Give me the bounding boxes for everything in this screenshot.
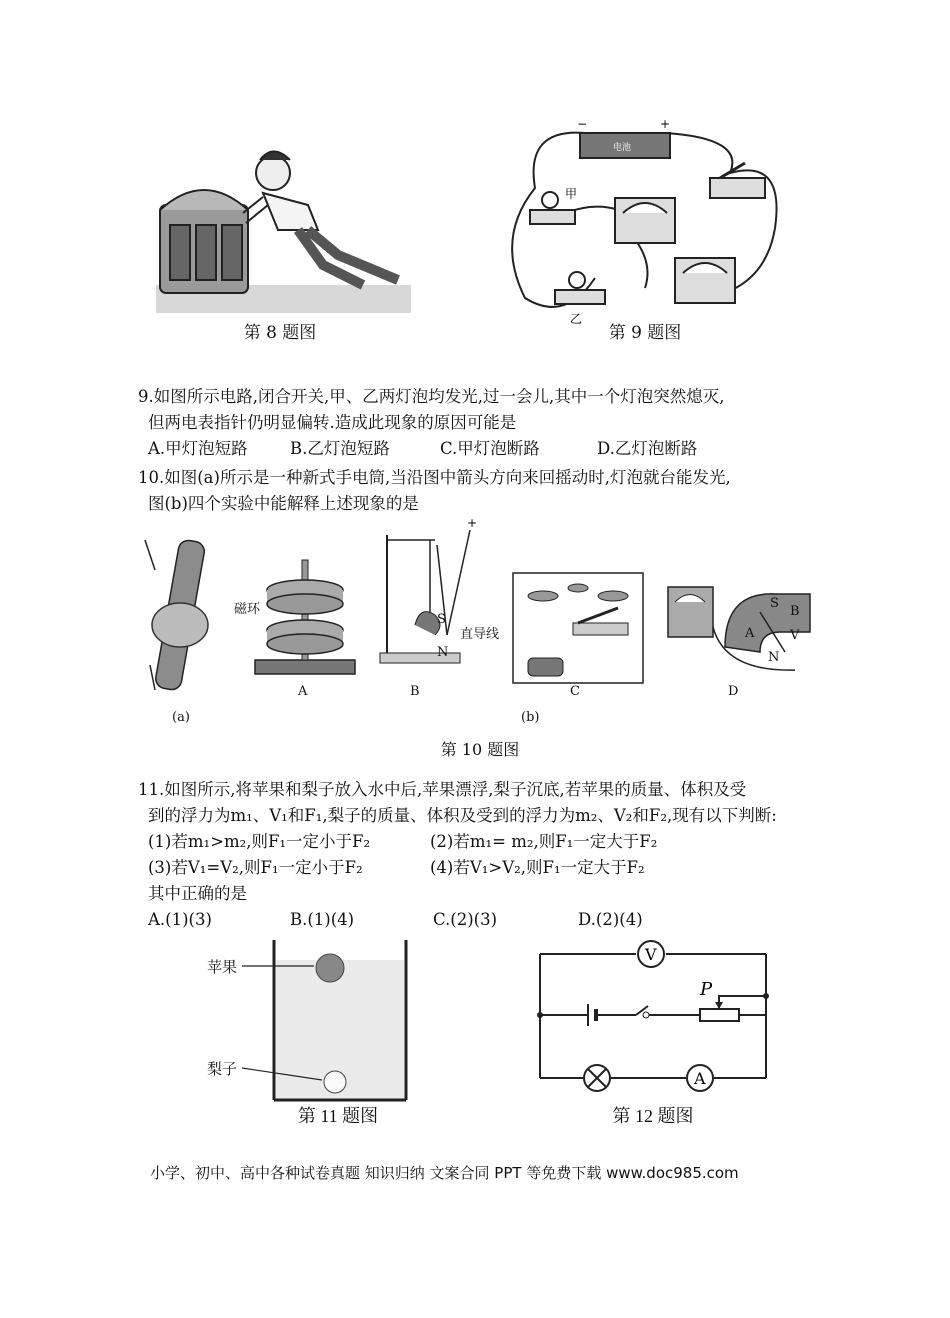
fig10-N-label: N [437, 645, 449, 660]
fig12-circuit [536, 938, 776, 1093]
q11-judgment-4: (4)若V₁>V₂,则F₁一定大于F₂ [430, 858, 645, 877]
q11-option-c: C.(2)(3) [433, 910, 498, 929]
fig11-caption: 第 11 题图 [297, 1106, 379, 1126]
fig10-label-B: B [410, 684, 420, 699]
fig9-caption: 第 9 题图 [608, 323, 682, 343]
fig12-voltmeter-label: V [645, 945, 657, 964]
fig10-panel-A [250, 560, 360, 680]
fig10-wire-label: 直导线 [460, 627, 500, 642]
q10-line2: 图(b)四个实验中能解释上述现象的是 [148, 494, 419, 513]
fig10-label-b: (b) [521, 710, 540, 725]
q11-option-a: A.(1)(3) [148, 910, 212, 929]
q11-judgment-3: (3)若V₁=V₂,则F₁一定小于F₂ [148, 858, 363, 877]
battery-label: 电池 [613, 143, 632, 153]
q9-line2: 但两电表指针仍明显偏转.造成此现象的原因可能是 [148, 413, 517, 432]
fig10-d-B-label: B [790, 604, 800, 619]
q9-option-b: B.乙灯泡短路 [290, 439, 390, 458]
q11-judgment-1: (1)若m₁>m₂,则F₁一定小于F₂ [148, 832, 371, 851]
fig10-d-S-label: S [770, 596, 779, 611]
fig10-label-a: (a) [172, 710, 190, 725]
yi-label: 乙 [570, 312, 583, 326]
plus-label: + [660, 117, 671, 131]
fig12-caption: 第 12 题图 [612, 1106, 694, 1126]
q11-line1: 11.如图所示,将苹果和梨子放入水中后,苹果漂浮,梨子沉底,若苹果的质量、体积及受 [138, 780, 747, 799]
q11-judgment-2: (2)若m₁= m₂,则F₁一定大于F₂ [430, 832, 658, 851]
fig10-panel-B [375, 515, 495, 665]
fig12-ammeter-label: A [694, 1069, 706, 1088]
fig8-illustration [148, 135, 418, 315]
fig12-p-label: P [700, 979, 713, 1000]
fig10-d-A-label: A [745, 626, 755, 641]
fig10-label-D: D [728, 684, 739, 699]
fig8-caption: 第 8 题图 [243, 323, 317, 343]
minus-label: − [577, 117, 588, 131]
fig10-magnet-ring-label: 磁环 [234, 602, 261, 617]
page-footer: 小学、初中、高中各种试卷真题 知识归纳 文案合同 PPT 等免费下载 www.doc985.com [150, 1164, 739, 1182]
fig10-label-C: C [570, 684, 580, 699]
q9-line1: 9.如图所示电路,闭合开关,甲、乙两灯泡均发光,过一会儿,其中一个灯泡突然熄灭, [138, 387, 725, 406]
fig11-pear-label: 梨子 [207, 1060, 238, 1078]
q9-option-c: C.甲灯泡断路 [440, 439, 540, 458]
q11-prompt: 其中正确的是 [148, 884, 247, 903]
jia-label: 甲 [565, 187, 578, 201]
q11-line2: 到的浮力为m₁、V₁和F₁,梨子的质量、体积及受到的浮力为m₂、V₂和F₂,现有以下判断: [148, 806, 777, 825]
q11-option-d: D.(2)(4) [578, 910, 643, 929]
q11-option-b: B.(1)(4) [290, 910, 355, 929]
q10-line1: 10.如图(a)所示是一种新式手电筒,当沿图中箭头方向来回摇动时,灯泡就台能发光, [138, 468, 731, 487]
fig11-beaker [270, 940, 410, 1105]
fig10-d-V-label: V [790, 628, 800, 643]
q9-option-d: D.乙灯泡断路 [597, 439, 698, 458]
fig9-circuit [505, 118, 795, 328]
fig11-apple-label: 苹果 [207, 958, 238, 976]
fig10-d-N-label: N [768, 650, 780, 665]
fig10-panel-a [145, 530, 215, 700]
fig10-label-A: A [298, 684, 308, 699]
q9-option-a: A.甲灯泡短路 [148, 439, 248, 458]
fig10-panel-C [508, 568, 648, 688]
fig10-caption: 第 10 题图 [440, 740, 520, 759]
fig10-S-label: S [437, 612, 446, 627]
fig10-plus-label: + [467, 516, 478, 530]
